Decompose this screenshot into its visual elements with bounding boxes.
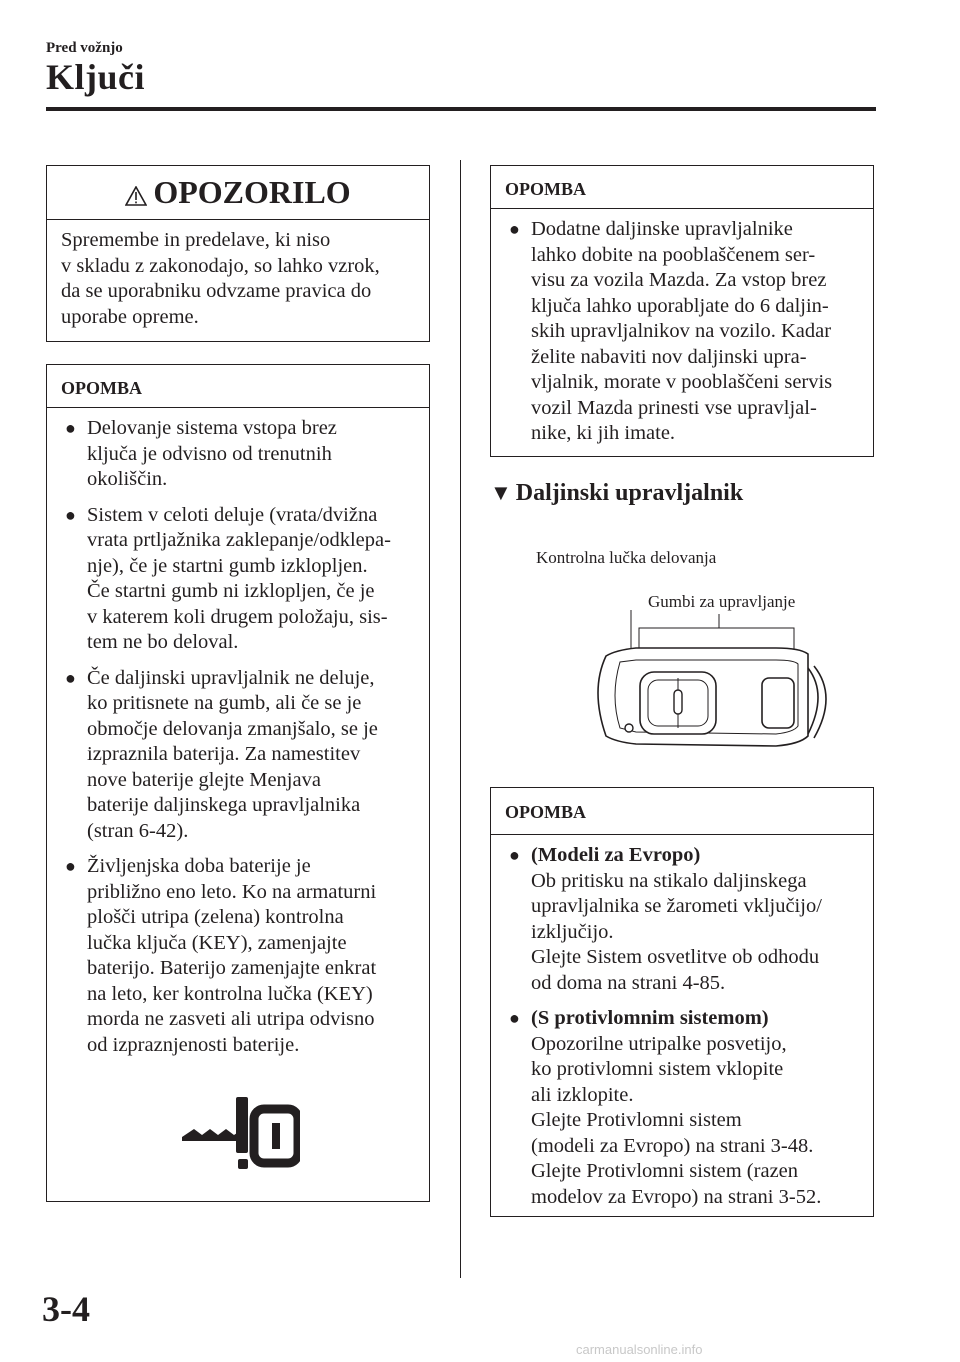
header-rule <box>46 107 876 111</box>
list-item: ● Dodatne daljinske upravljalnike lahko dobite na pooblaščenem ser- visu za vozila Mazda. Za vstop brez ključa lahko uporabljate do 6 daljin- skih upravljalnikov na vozilo. Kadar želite nabaviti nov daljinski upra- vljalnik, morate v pooblaščeni servis vozil Mazda prinesti vse upravljal- nike, ki jih imate. <box>509 218 833 444</box>
page-title: Ključi <box>46 57 145 97</box>
list-item: ● (S protivlomnim sistemom) Opozorilne utripalke posvetijo, ko protivlomni sistem vklopite ali izklopite. Glejte Protivlomni sistem (modeli za Evropo) na strani 3-48. Glejte Protivlomni sistem (razen modelov za Evropo) na strani 3-52. <box>509 1007 822 1208</box>
warning-text: Spremembe in predelave, ki niso v skladu z zakonodajo, so lahko vzrok, da se uporabniku odvzame pravica do uporabe opreme. <box>61 229 380 328</box>
list-item: ● Sistem v celoti deluje (vrata/dvižna vrata prtljažnika zaklepanje/odklepa- nje), če je startni gumb izklopljen. Če startni gumb ni izklopljen, če je v katerem koli drugem položaju, sis- tem ne bo deloval. <box>65 503 391 653</box>
note-box-remote-functions <box>490 787 874 1217</box>
warning-header <box>47 166 429 220</box>
bullet-icon: ● <box>65 504 76 525</box>
note-box-keyless <box>46 364 430 1202</box>
bullet-icon: ● <box>509 219 520 239</box>
column-divider <box>460 160 461 1278</box>
bullet-icon: ● <box>65 418 76 438</box>
note-title: OPOMBA <box>491 788 873 835</box>
bullet-icon: ● <box>65 667 76 688</box>
note-box-additional-remotes <box>490 165 874 457</box>
triangle-down-icon: ▼ <box>490 480 512 505</box>
page-number: 3-4 <box>42 1289 90 1329</box>
bullet-icon: ● <box>509 845 520 865</box>
label-control-buttons: Gumbi za upravljanje <box>648 592 796 611</box>
warning-title: OPOZORILO <box>153 174 351 210</box>
note-title: OPOMBA <box>47 365 429 408</box>
label-indicator-light: Kontrolna lučka delovanja <box>536 548 717 567</box>
list-item: ● (Modeli za Evropo) Ob pritisku na stikalo daljinskega upravljalnika se žarometi vključijo/ izključijo. Glejte Sistem osvetlitve ob odhodu od doma na strani 4-85. <box>509 844 822 994</box>
list-item: ● Življenjska doba baterije je približno eno leto. Ko na armaturni plošči utripa (zelena) kontrolna lučka ključa (KEY), zamenjajte baterijo. Baterijo zamenjajte enkrat na leto, ker kontrolna lučka (KEY) morda ne zasveti ali utripa odvisno od izpraznjenosti baterije. <box>65 855 377 1056</box>
section-heading: ▼ Daljinski upravljalnik <box>490 480 744 506</box>
list-item: ● Če daljinski upravljalnik ne deluje, ko pritisnete na gumb, ali če se je območje delovanja zmanjšalo, se je izpraznila baterija. Za namestitev nove baterije glejte Menjava baterije daljinskega upravljalnika (stran 6-42). <box>65 666 378 842</box>
keyfob-illustration <box>576 610 836 760</box>
list-item: ● Delovanje sistema vstopa brez ključa je odvisno od trenutnih okoliščin. <box>65 417 337 490</box>
note-title: OPOMBA <box>491 166 873 209</box>
watermark-text: carmanualsonline.info <box>576 1342 703 1357</box>
key-indicator-icon <box>180 1095 300 1175</box>
bullet-icon: ● <box>65 856 76 876</box>
bullet-icon: ● <box>509 1008 520 1028</box>
warning-triangle-icon <box>125 177 147 214</box>
warning-box <box>46 165 430 342</box>
section-label: Pred vožnjo <box>46 40 123 56</box>
